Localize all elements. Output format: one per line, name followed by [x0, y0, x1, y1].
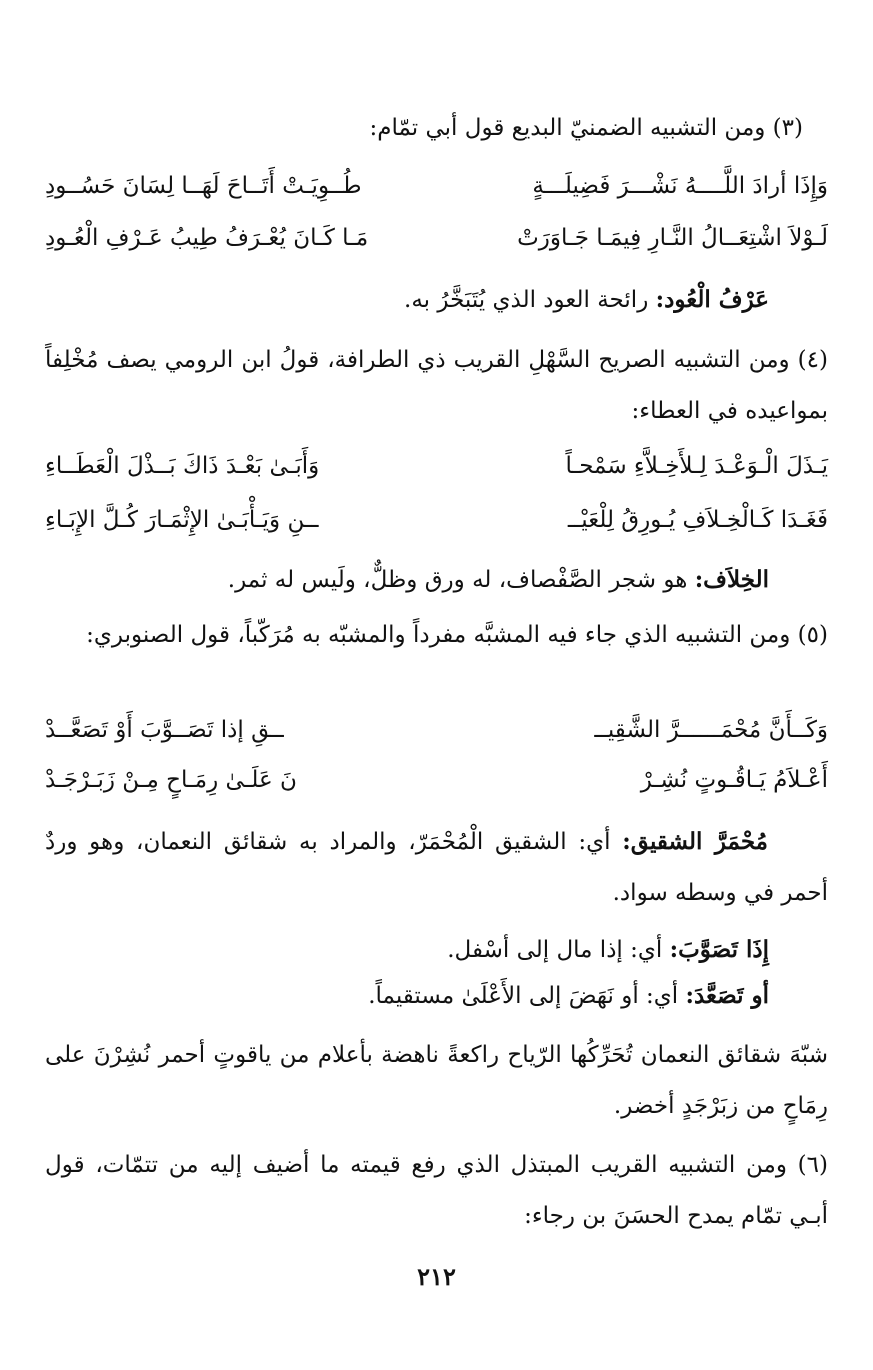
explanation-paragraph: شبّهَ شقائق النعمان تُحَرِّكُها الرّياح راكعةً ناهضة بأعلام من ياقوتٍ أحمر نُشِرْنَ على رِمَاحٍ من زبَرْجَدٍ أخضر.: [45, 1042, 828, 1119]
verse-second-hemistich: مَـا كَـانَ يُعْـرَفُ طِيبُ عَـرْفِ الْعُـودِ: [45, 225, 369, 251]
gloss-definition: هو شجر الصَّفْصاف، له ورق وظلٌّ، ولَيس له ثمر.: [227, 567, 688, 593]
gloss-term: عَرْفُ الْعُود:: [655, 286, 769, 313]
verse-second-hemistich: ــنِ وَيَـأْبَـىٰ الإِثْمَـارَ كُـلَّ الإِبَـاءِ: [45, 507, 319, 533]
gloss-entry: [447, 932, 769, 968]
gloss-definition: أي: الشقيق الْمُحْمَرّ، والمراد به شقائق النعمان، وهو وردٌ أحمر في وسطه سواد.: [45, 829, 828, 906]
gloss-term: مُحْمَرَّ الشقيق:: [622, 828, 769, 855]
gloss-entry: [404, 282, 769, 318]
verse-second-hemistich: نَ عَلَـىٰ رِمَـاحٍ مِـنْ زَبَـرْجَـدْ: [45, 767, 297, 793]
gloss-entry: [368, 978, 769, 1014]
page-number: ٢١٢: [417, 1262, 456, 1291]
verse-first-hemistich: فَغَـدَا كَـالْخِـلاَفِ يُـورِقُ لِلْعَيْــ: [567, 507, 828, 533]
poem-verse: [45, 500, 828, 540]
verse-first-hemistich: لَـوْلاَ اشْتِعَــالُ النَّـارِ فِيمَـا جَـاوَرَتْ: [517, 225, 828, 251]
poem-verse: [45, 218, 828, 258]
gloss-definition: أي: أو نَهَضَ إلى الأَعْلَىٰ مستقيماً.: [368, 983, 679, 1009]
gloss-term: أو تَصَعَّدَ:: [685, 982, 769, 1009]
verse-second-hemistich: ــقِ إذا تَصَــوَّبَ أَوْ تَصَعَّــدْ: [45, 717, 284, 743]
verse-first-hemistich: أَعْـلاَمُ يَـاقُـوتٍ نُشِـرْ: [640, 767, 828, 793]
gloss-entry: [45, 816, 828, 919]
gloss-definition: رائحة العود الذي يُتَبَخَّرُ به.: [404, 287, 649, 313]
poem-verse: [45, 710, 828, 750]
section-6-intro: (٦) ومن التشبيه القريب المبتذل الذي رفع قيمته ما أضيف إليه من تتمّات، قول أبـي تمّام يمدح الحسَنَ بن رجاء:: [45, 1152, 828, 1229]
gloss-entry: [228, 562, 769, 598]
verse-second-hemistich: وَأَبَـىٰ بَعْـدَ ذَاكَ بَــذْلَ الْعَطَــاءِ: [45, 453, 320, 479]
poem-verse: [45, 760, 828, 800]
gloss-definition: أي: إذا مال إلى أسْفل.: [447, 937, 663, 963]
poem-verse: [45, 446, 828, 486]
gloss-term: الخِلاَف:: [694, 566, 769, 593]
verse-first-hemistich: وَإِذَا أرادَ اللَّــــهُ نَشْـــرَ فَضِيلَـــةٍ: [532, 173, 828, 199]
verse-first-hemistich: وَكَــأَنَّ مُحْمَــــــرَّ الشَّقِيــ: [594, 717, 828, 743]
section-5-intro: (٥) ومن التشبيه الذي جاء فيه المشبَّه مفرداً والمشبّه به مُرَكّباً، قول الصنوبري:: [86, 622, 828, 648]
section-3-intro: (٣) ومن التشبيه الضمنيّ البديع قول أبي تمّام:: [369, 115, 803, 141]
section-4-intro: (٤) ومن التشبيه الصريح السَّهْلِ القريب ذي الطرافة، قولُ ابن الرومي يصف مُخْلِفاً بمواعيده في العطاء:: [45, 347, 828, 424]
verse-second-hemistich: طُــوِيَـتْ أَتَــاحَ لَهَــا لِسَانَ حَسُــودِ: [45, 173, 362, 199]
gloss-term: إِذَا تَصَوَّبَ:: [669, 936, 769, 963]
poem-verse: [45, 166, 828, 206]
verse-first-hemistich: يَـذَلَ الْـوَعْـدَ لِـلأَخِـلاَّءِ سَمْحـاً: [565, 453, 828, 479]
